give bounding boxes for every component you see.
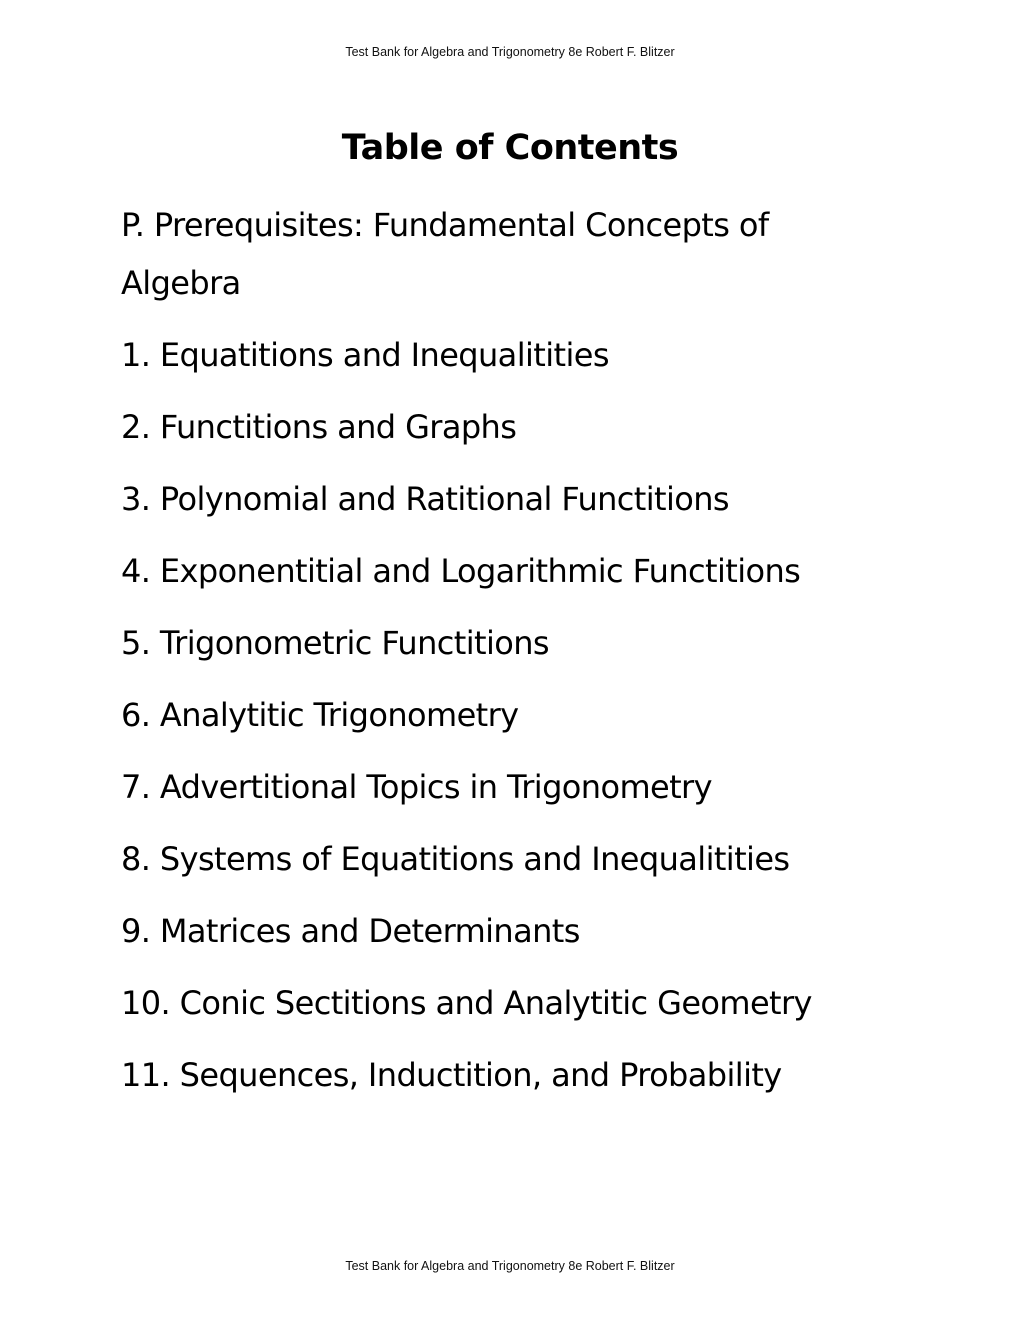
toc-entry-chapter-10: 10. Conic Sectitions and Analytitic Geometry: [121, 984, 812, 1022]
toc-entry-chapter-6: 6. Analytitic Trigonometry: [121, 696, 519, 734]
toc-entry-chapter-2: 2. Functitions and Graphs: [121, 408, 517, 446]
table-of-contents: [121, 196, 901, 1118]
page-footer: Test Bank for Algebra and Trigonometry 8e Robert F. Blitzer: [345, 1259, 675, 1273]
toc-entry-chapter-9: 9. Matrices and Determinants: [121, 912, 580, 950]
page-header: Test Bank for Algebra and Trigonometry 8e Robert F. Blitzer: [345, 45, 675, 59]
toc-entry-chapter-4: 4. Exponentitial and Logarithmic Functitions: [121, 552, 801, 590]
toc-entry-chapter-8: 8. Systems of Equatitions and Inequalitities: [121, 840, 790, 878]
toc-entry-prerequisites: P. Prerequisites: Fundamental Concepts of Algebra: [121, 206, 769, 302]
toc-entry-chapter-3: 3. Polynomial and Ratitional Functitions: [121, 480, 730, 518]
toc-entry-chapter-5: 5. Trigonometric Functitions: [121, 624, 549, 662]
toc-entry-chapter-1: 1. Equatitions and Inequalitities: [121, 336, 609, 374]
page-title: Table of Contents: [341, 128, 679, 168]
toc-entry-chapter-7: 7. Advertitional Topics in Trigonometry: [121, 768, 712, 806]
toc-entry-chapter-11: 11. Sequences, Inductition, and Probability: [121, 1056, 782, 1094]
